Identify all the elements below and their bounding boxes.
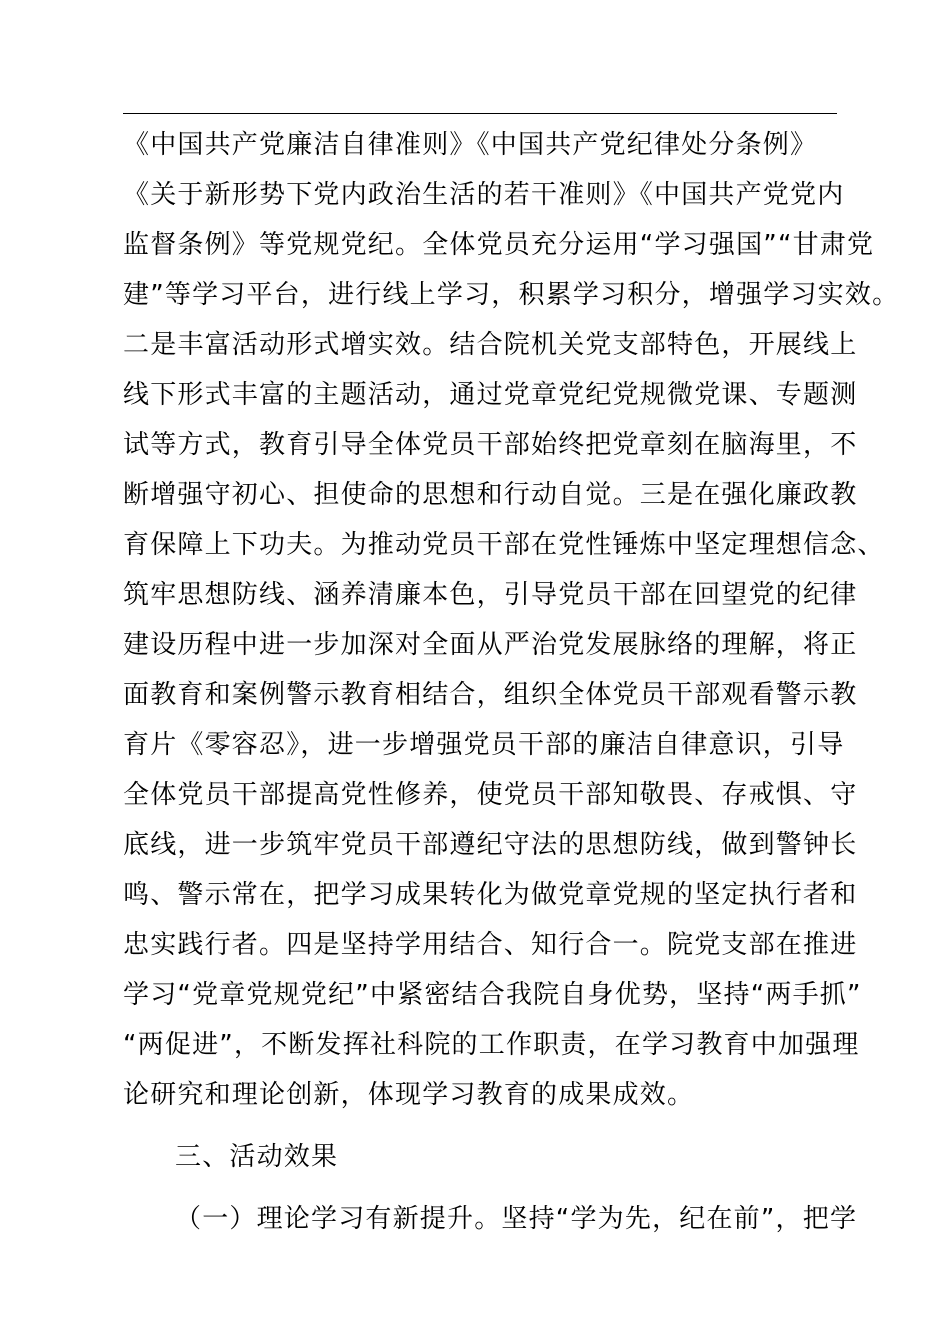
text-line: 线下形式丰富的主题活动，通过党章党纪党规微党课、专题测 xyxy=(123,380,858,410)
header-divider xyxy=(123,113,837,114)
text-line: 二是丰富活动形式增实效。结合院机关党支部特色，开展线上 xyxy=(123,330,858,360)
paragraph-gap xyxy=(123,1182,843,1194)
text-line: 试等方式，教育引导全体党员干部始终把党章刻在脑海里，不 xyxy=(123,430,858,460)
text-line: 全体党员干部提高党性修养，使党员干部知敬畏、存戒惧、守 xyxy=(123,780,858,810)
text-line: 底线，进一步筑牢党员干部遵纪守法的思想防线，做到警钟长 xyxy=(123,830,858,860)
text-line: 忠实践行者。四是坚持学用结合、知行合一。院党支部在推进 xyxy=(123,930,858,960)
text-line: “两促进”，不断发挥社科院的工作职责，在学习教育中加强理 xyxy=(123,1030,860,1060)
body-text xyxy=(123,120,900,1244)
text-line: 鸣、警示常在，把学习成果转化为做党章党规的坚定执行者和 xyxy=(123,880,858,910)
paragraph-gap xyxy=(123,1120,843,1132)
text-line: 监督条例》等党规党纪。全体党员充分运用“学习强国”“甘肃党 xyxy=(123,230,875,260)
text-line: 育片《零容忍》，进一步增强党员干部的廉洁自律意识，引导 xyxy=(123,730,845,760)
text-line: 《中国共产党廉洁自律准则》《中国共产党纪律处分条例》 xyxy=(123,130,818,160)
text-line: 建”等学习平台，进行线上学习，积累学习积分，增强学习实效。 xyxy=(123,280,900,310)
text-line: 《关于新形势下党内政治生活的若干准则》《中国共产党党内 xyxy=(123,180,845,210)
text-line: 建设历程中进一步加深对全面从严治党发展脉络的理解，将正 xyxy=(123,630,858,660)
section-heading: 三、活动效果 xyxy=(175,1142,339,1172)
text-line: 育保障上下功夫。为推动党员干部在党性锤炼中坚定理想信念、 xyxy=(123,530,885,560)
text-line: 学习“党章党规党纪”中紧密结合我院自身优势，坚持“两手抓” xyxy=(123,980,862,1010)
subsection-line: （一）理论学习有新提升。坚持“学为先，纪在前”，把学 xyxy=(175,1204,858,1234)
text-line: 论研究和理论创新，体现学习教育的成果成效。 xyxy=(123,1080,695,1110)
text-line: 断增强守初心、担使命的思想和行动自觉。三是在强化廉政教 xyxy=(123,480,858,510)
text-line: 面教育和案例警示教育相结合，组织全体党员干部观看警示教 xyxy=(123,680,858,710)
text-line: 筑牢思想防线、涵养清廉本色，引导党员干部在回望党的纪律 xyxy=(123,580,858,610)
